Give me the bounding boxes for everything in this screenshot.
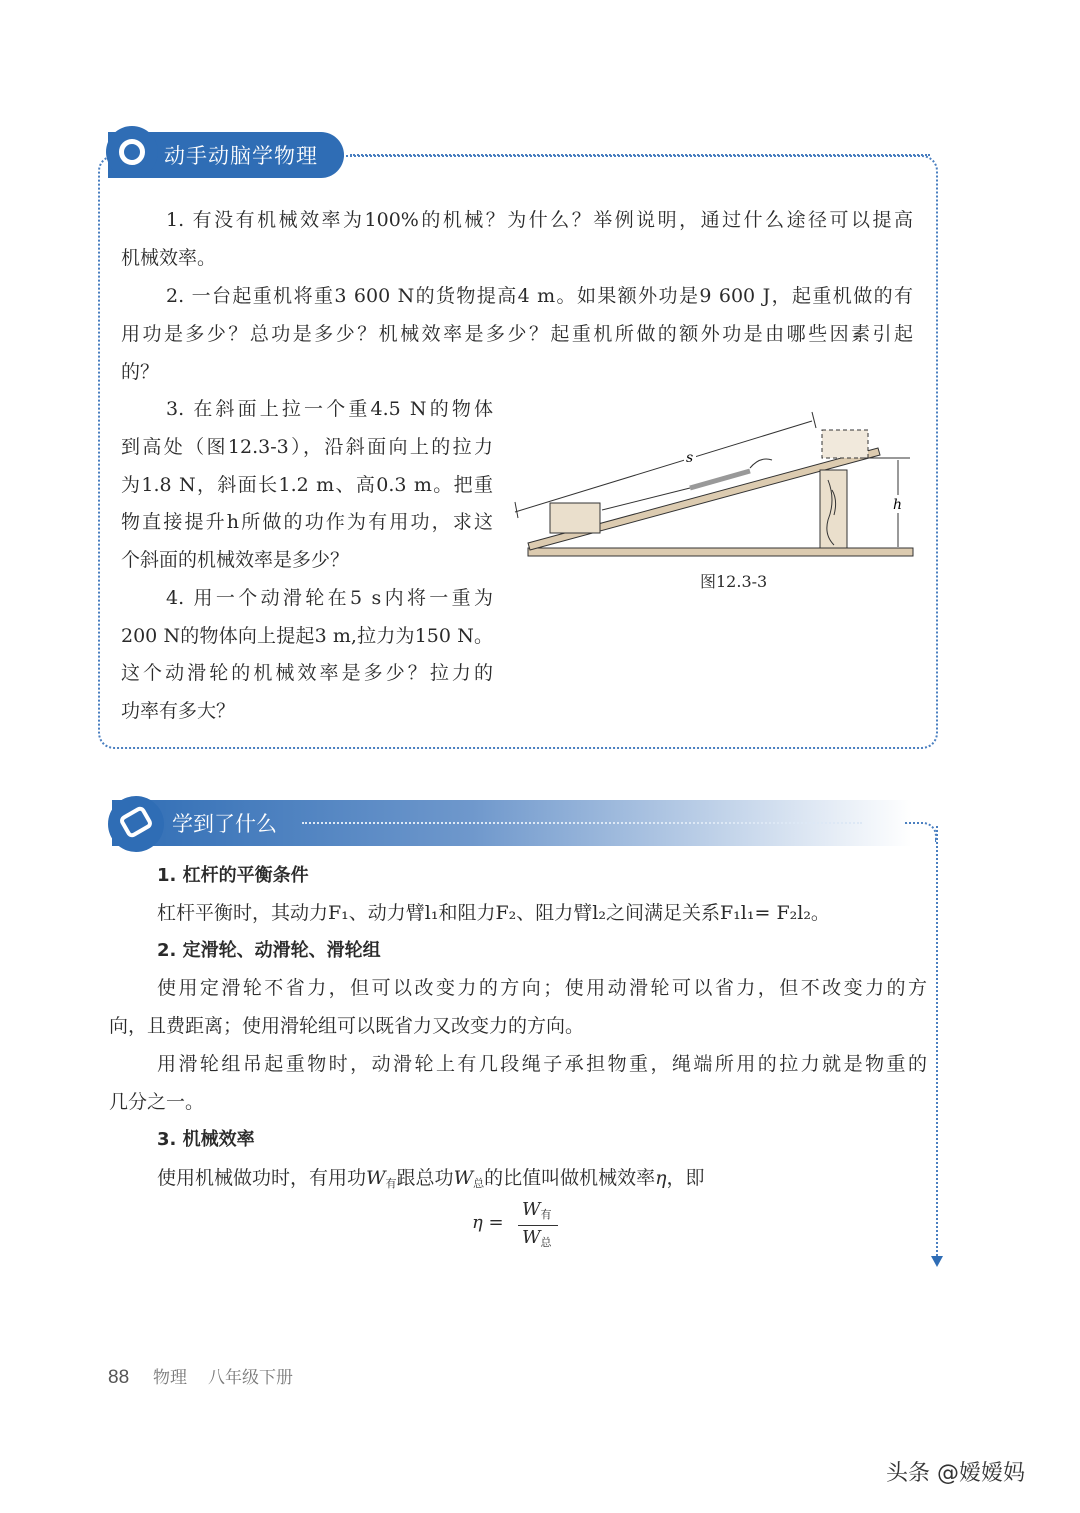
incline-figure (510, 400, 930, 570)
section-header (112, 800, 912, 846)
question-line: 2. 一台起重机将重3 600 N的货物提高4 m。如果额外功是9 600 J，起重机做的有 (166, 285, 913, 307)
question-line: 物直接提升h所做的功作为有用功，求这 (121, 511, 493, 533)
paragraph: 用滑轮组吊起重物时，动滑轮上有几段绳子承担物重，绳端所用的拉力就是物重的 (157, 1053, 927, 1075)
heading: 1. 杠杆的平衡条件 (157, 865, 309, 886)
section-icon (106, 126, 158, 178)
question-line: 到高处（图12.3-3），沿斜面向上的拉力 (121, 436, 493, 458)
paragraph: 使用定滑轮不省力，但可以改变力的方向；使用动滑轮可以省力，但不改变力的方 (157, 977, 927, 999)
question-line: 1. 有没有机械效率为100%的机械？为什么？举例说明，通过什么途径可以提高 (166, 209, 913, 231)
question-line: 为1.8 N，斜面长1.2 m、高0.3 m。把重 (121, 474, 493, 496)
question-line: 个斜面的机械效率是多少？ (121, 549, 350, 571)
footer-subject: 物理 (153, 1368, 187, 1388)
heading: 3. 机械效率 (157, 1129, 255, 1150)
section-title: 学到了什么 (172, 812, 277, 836)
pencil-check-icon (108, 796, 164, 852)
paragraph: 使用机械做功时，有用功$W_有$跟总功$W_总$的比值叫做机械效率η，即 (157, 1167, 705, 1190)
paragraph: 向，且费距离；使用滑轮组可以既省力又改变力的方向。 (109, 1015, 585, 1037)
question-line: 4. 用一个动滑轮在5 s内将一重为 (166, 587, 493, 609)
paragraph: 几分之一。 (109, 1091, 205, 1113)
question-line: 200 N的物体向上提起3 m,拉力为150 N。 (121, 625, 493, 647)
label-h: h (893, 497, 903, 513)
question-line: 用功是多少？总功是多少？机械效率是多少？起重机所做的额外功是由哪些因素引起 (121, 323, 913, 345)
question-line: 的？ (121, 361, 160, 383)
watermark: 头条 @嫒嫒妈 (886, 1461, 1025, 1486)
footer-book: 八年级下册 (208, 1368, 293, 1388)
heading: 2. 定滑轮、动滑轮、滑轮组 (157, 940, 381, 961)
label-s: s (686, 450, 694, 466)
paragraph: 杠杆平衡时，其动力F₁、动力臂l₁和阻力F₂、阻力臂l₂之间满足关系F₁l₁= F₂l₂。 (157, 902, 830, 924)
question-line: 3. 在斜面上拉一个重4.5 N的物体 (166, 398, 493, 420)
section-title: 动手动脑学物理 (164, 144, 318, 168)
arrow-down-icon (931, 1256, 943, 1267)
question-line: 这个动滑轮的机械效率是多少？拉力的 (121, 662, 493, 684)
page-number: 88 (108, 1367, 130, 1388)
question-line: 机械效率。 (121, 247, 217, 269)
question-line: 功率有多大？ (121, 700, 236, 722)
figure-caption: 图12.3-3 (700, 572, 768, 591)
